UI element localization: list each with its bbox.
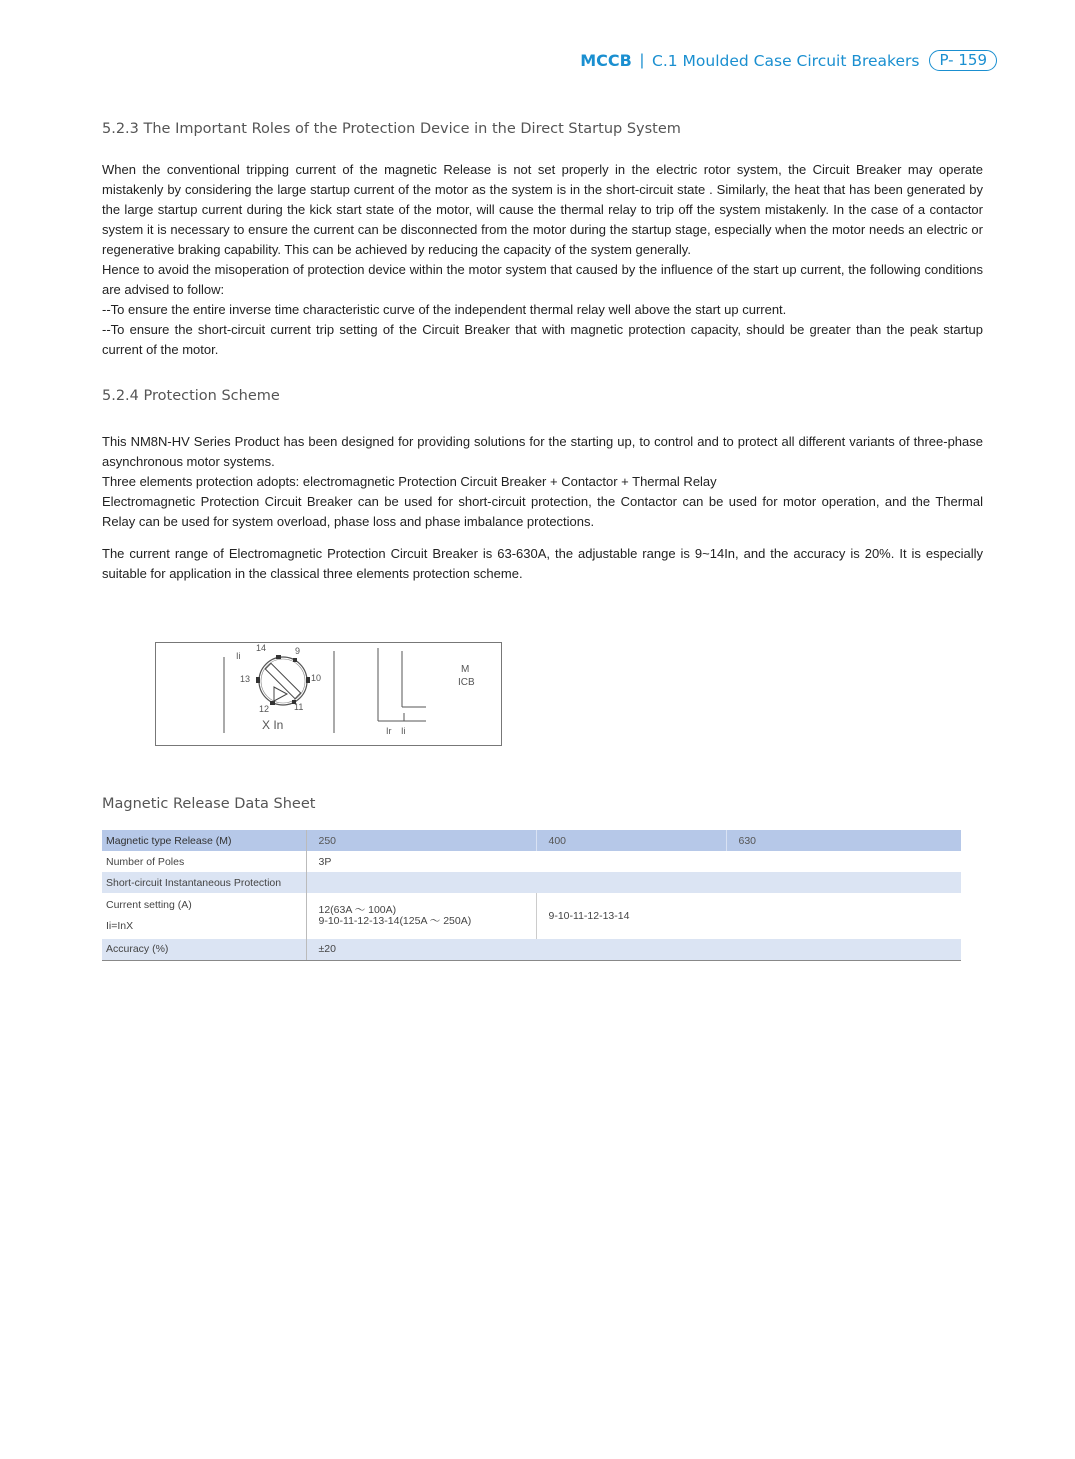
table-cell bbox=[306, 893, 536, 939]
section-523-paragraph: --To ensure the entire inverse time characteristic curve of the independent thermal relay well above the start up current. bbox=[102, 302, 787, 317]
current-setting-250-line2: 9-10-11-12-13-14(125A ～ 250A) bbox=[318, 915, 472, 927]
table-row bbox=[102, 872, 961, 893]
datasheet-heading: Magnetic Release Data Sheet bbox=[102, 796, 316, 812]
table-header-cell: 250 bbox=[306, 830, 536, 851]
current-setting-250-line1: 12(63A ～ 100A) bbox=[318, 904, 397, 916]
dial-number-13: 13 bbox=[240, 674, 251, 684]
dial-pointer bbox=[265, 663, 300, 698]
section-524-heading: 5.2.4 Protection Scheme bbox=[102, 388, 280, 404]
ir-axis-label: Ir bbox=[386, 726, 392, 736]
current-setting-label: Current setting (A) bbox=[106, 899, 192, 911]
dial-number-9: 9 bbox=[295, 646, 301, 656]
dial-tick bbox=[256, 677, 260, 683]
table-cell: 3P bbox=[306, 851, 961, 872]
section-524-paragraph: Electromagnetic Protection Circuit Breaker can be used for short-circuit protection, the Contactor can be used for motor operation, and the Thermal Relay can be used for system overload, phase loss and phase imbalance protections. bbox=[102, 494, 983, 529]
table-cell: 9-10-11-12-13-14 bbox=[536, 893, 961, 939]
header-title: C.1 Moulded Case Circuit Breakers bbox=[652, 51, 920, 70]
section-523-paragraph: When the conventional tripping current of the magnetic Release is not set properly in the electric rotor system, the Circuit Breaker may operate mistakenly by considering the large startup current of the motor as the system is in the short-circuit state . Similarly, the heat that has been generated by the large startup current during the kick start state of the motor, will cause the thermal relay to trip off the system mistakenly. In the case of a contactor system it is necessary to ensure the current can be disconnected from the motor during the startup stage, especially when the motor needs an electric or regenerative braking capability. This can be achieved by reducing the capacity of the system generally. bbox=[102, 162, 983, 257]
dial-tick bbox=[276, 655, 281, 659]
table-row bbox=[102, 893, 961, 939]
section-523-body bbox=[102, 160, 983, 360]
dial-number-11: 11 bbox=[294, 702, 304, 712]
icb-label: ICB bbox=[458, 677, 475, 688]
dial-number-10: 10 bbox=[311, 673, 322, 683]
table-row-label: Accuracy (%) bbox=[102, 939, 306, 960]
current-setting-formula: Ii=InX bbox=[106, 920, 134, 932]
table-row bbox=[102, 939, 961, 960]
table-row bbox=[102, 830, 961, 851]
table-row bbox=[102, 851, 961, 872]
header-separator: | bbox=[639, 51, 645, 69]
table-row-label: Short-circuit Instantaneous Protection bbox=[102, 872, 306, 893]
m-label: M bbox=[461, 664, 470, 675]
x-in-label: X In bbox=[262, 718, 284, 732]
section-524-paragraph-2: The current range of Electromagnetic Protection Circuit Breaker is 63-630A, the adjustable range is 9~14In, and the accuracy is 20%. It is especially suitable for application in the classical three elements protection scheme. bbox=[102, 546, 983, 581]
table-header-cell: 400 bbox=[536, 830, 726, 851]
table-cell-empty bbox=[306, 872, 961, 893]
ii-label: Ii bbox=[236, 651, 241, 661]
section-523-paragraph: --To ensure the short-circuit current trip setting of the Circuit Breaker that with magnetic protection capacity, should be greater than the peak startup current of the motor. bbox=[102, 322, 983, 357]
section-523-paragraph: Hence to avoid the misoperation of protection device within the motor system that caused by the influence of the start up current, the following conditions are advised to follow: bbox=[102, 262, 983, 297]
dial-tick bbox=[293, 658, 297, 662]
section-523-heading: 5.2.3 The Important Roles of the Protection Device in the Direct Startup System bbox=[102, 121, 681, 137]
table-row-label bbox=[102, 893, 306, 939]
diagram-graphics bbox=[156, 643, 503, 747]
section-524-body bbox=[102, 432, 983, 532]
section-524-paragraph: This NM8N-HV Series Product has been designed for providing solutions for the starting up, to control and to protect all different variants of three-phase asynchronous motor systems. bbox=[102, 434, 983, 469]
page-header bbox=[580, 50, 997, 71]
page-number-badge: P- 159 bbox=[929, 50, 997, 71]
dial-number-14: 14 bbox=[256, 643, 267, 653]
ii-axis-label: Ii bbox=[401, 726, 406, 736]
dial-tick bbox=[270, 701, 275, 705]
magnetic-release-data-table bbox=[102, 830, 961, 961]
table-row-label: Number of Poles bbox=[102, 851, 306, 872]
section-524-paragraph: Three elements protection adopts: electromagnetic Protection Circuit Breaker + Contactor + Thermal Relay bbox=[102, 474, 717, 489]
protection-scheme-diagram bbox=[155, 642, 502, 746]
dial-tick bbox=[306, 677, 310, 683]
dial-number-12: 12 bbox=[259, 704, 270, 714]
header-brand: MCCB bbox=[580, 51, 632, 70]
table-cell: ±20 bbox=[306, 939, 961, 960]
table-header-cell: 630 bbox=[726, 830, 961, 851]
table-header-label: Magnetic type Release (M) bbox=[102, 830, 306, 851]
